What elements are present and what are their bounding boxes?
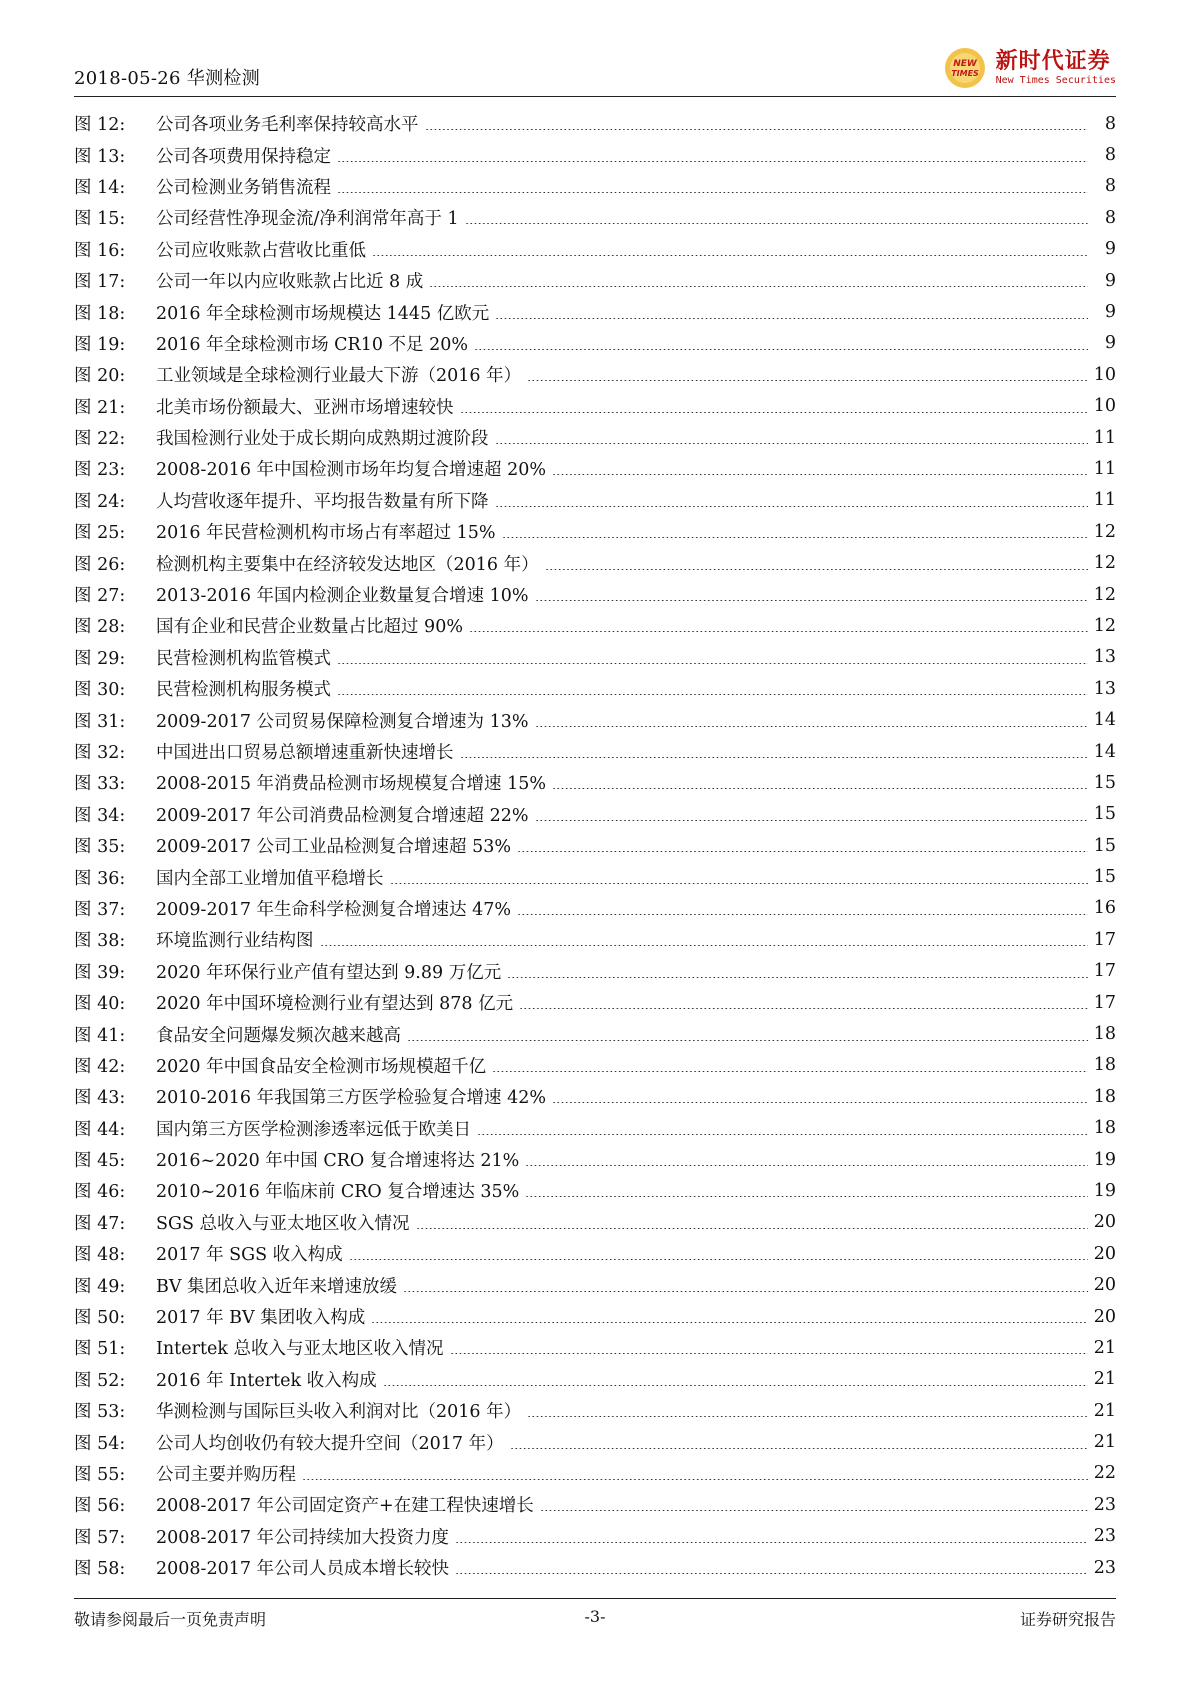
dot-leader bbox=[525, 1165, 1088, 1166]
figure-title: 2020 年环保行业产值有望达到 9.89 万亿元 bbox=[156, 962, 502, 983]
figure-number: 图 24: bbox=[74, 491, 126, 512]
figure-title: 公司一年以内应收账款占比近 8 成 bbox=[156, 272, 424, 293]
figure-number: 图 52: bbox=[74, 1370, 126, 1391]
dot-leader bbox=[535, 820, 1088, 821]
figure-number: 图 41: bbox=[74, 1025, 126, 1046]
figure-title: 华测检测与国际巨头收入利润对比（2016 年） bbox=[156, 1402, 522, 1423]
figure-title: 2016 年全球检测市场规模达 1445 亿欧元 bbox=[156, 303, 490, 324]
figure-number: 图 50: bbox=[74, 1308, 126, 1329]
figure-title: 公司检测业务销售流程 bbox=[156, 177, 331, 198]
new-times-logo bbox=[940, 44, 1116, 92]
figure-title: 国内第三方医学检测渗透率远低于欧美日 bbox=[156, 1119, 471, 1140]
figure-title: 2016 年全球检测市场 CR10 不足 20% bbox=[156, 334, 469, 355]
figure-title: 检测机构主要集中在经济较发达地区（2016 年） bbox=[156, 554, 539, 575]
figure-number: 图 17: bbox=[74, 272, 126, 293]
dot-leader bbox=[403, 1291, 1088, 1292]
svg-text:TIMES: TIMES bbox=[950, 69, 979, 78]
figure-title: 公司应收账款占营收比重低 bbox=[156, 240, 366, 261]
figure-number: 图 25: bbox=[74, 523, 126, 544]
toc-entry[interactable] bbox=[74, 547, 1116, 578]
dot-leader bbox=[337, 694, 1088, 695]
toc-entry[interactable] bbox=[74, 861, 1116, 892]
figure-number: 图 30: bbox=[74, 680, 126, 701]
figure-title: 公司经营性净现金流/净利润常年高于 1 bbox=[156, 209, 459, 230]
figure-title: 人均营收逐年提升、平均报告数量有所下降 bbox=[156, 491, 489, 512]
toc-entry[interactable] bbox=[74, 673, 1116, 704]
dot-leader bbox=[527, 1416, 1088, 1417]
toc-entry[interactable] bbox=[74, 642, 1116, 673]
figure-page-number: 20 bbox=[1093, 1243, 1116, 1264]
dot-leader bbox=[517, 914, 1088, 915]
dot-leader bbox=[474, 349, 1088, 350]
figure-title: 2008-2015 年消费品检测市场规模复合增速 15% bbox=[156, 774, 547, 795]
disclaimer-note: 敬请参阅最后一页免责声明 bbox=[74, 1610, 267, 1629]
figure-page-number: 23 bbox=[1093, 1494, 1116, 1515]
figure-number: 图 34: bbox=[74, 805, 126, 826]
dot-leader bbox=[517, 851, 1088, 852]
toc-entry[interactable] bbox=[74, 296, 1116, 327]
figure-number: 图 23: bbox=[74, 460, 126, 481]
figure-page-number: 18 bbox=[1093, 1055, 1116, 1076]
toc-entry[interactable] bbox=[74, 108, 1116, 139]
figure-page-number: 20 bbox=[1093, 1275, 1116, 1296]
figure-title: 食品安全问题爆发频次越来越高 bbox=[156, 1025, 401, 1046]
toc-entry[interactable] bbox=[74, 1175, 1116, 1206]
dot-leader bbox=[502, 537, 1088, 538]
dot-leader bbox=[477, 1134, 1088, 1135]
figure-number: 图 18: bbox=[74, 303, 126, 324]
figure-page-number: 21 bbox=[1093, 1369, 1116, 1390]
figure-title: 2008-2017 年公司固定资产+在建工程快速增长 bbox=[156, 1496, 534, 1517]
figure-page-number: 16 bbox=[1093, 898, 1116, 919]
figure-number: 图 51: bbox=[74, 1339, 126, 1360]
toc-entry[interactable] bbox=[74, 1458, 1116, 1489]
figure-page-number: 8 bbox=[1104, 176, 1116, 197]
figure-number: 图 53: bbox=[74, 1402, 126, 1423]
figure-page-number: 18 bbox=[1093, 1086, 1116, 1107]
toc-entry[interactable] bbox=[74, 234, 1116, 265]
figure-title: Intertek 总收入与亚太地区收入情况 bbox=[156, 1339, 444, 1360]
dot-leader bbox=[416, 1228, 1088, 1229]
figure-title: BV 集团总收入近年来增速放缓 bbox=[156, 1276, 398, 1297]
figure-page-number: 12 bbox=[1093, 615, 1116, 636]
toc-entry[interactable] bbox=[74, 1018, 1116, 1049]
dot-leader bbox=[337, 192, 1088, 193]
dot-leader bbox=[302, 1479, 1088, 1480]
figure-title: 民营检测机构监管模式 bbox=[156, 648, 331, 669]
figure-number: 图 56: bbox=[74, 1496, 126, 1517]
dot-leader bbox=[383, 1385, 1088, 1386]
dot-leader bbox=[469, 631, 1088, 632]
figure-number: 图 47: bbox=[74, 1213, 126, 1234]
toc-entry[interactable] bbox=[74, 893, 1116, 924]
report-date-company: 2018-05-26 华测检测 bbox=[74, 68, 261, 89]
toc-entry[interactable] bbox=[74, 1332, 1116, 1363]
toc-entry[interactable] bbox=[74, 485, 1116, 516]
figure-title: 2016~2020 年中国 CRO 复合增速将达 21% bbox=[156, 1151, 520, 1172]
figure-page-number: 10 bbox=[1093, 396, 1116, 417]
figure-page-number: 23 bbox=[1093, 1526, 1116, 1547]
dot-leader bbox=[492, 1071, 1088, 1072]
toc-entry[interactable] bbox=[74, 139, 1116, 170]
figure-title: 工业领域是全球检测行业最大下游（2016 年） bbox=[156, 366, 522, 387]
figure-number: 图 33: bbox=[74, 774, 126, 795]
figure-title: 2013-2016 年国内检测企业数量复合增速 10% bbox=[156, 586, 529, 607]
figure-number: 图 21: bbox=[74, 397, 126, 418]
toc-entry[interactable] bbox=[74, 736, 1116, 767]
dot-leader bbox=[460, 412, 1089, 413]
report-type: 证券研究报告 bbox=[1019, 1610, 1116, 1629]
dot-leader bbox=[507, 977, 1088, 978]
figure-page-number: 21 bbox=[1093, 1432, 1116, 1453]
figure-number: 图 38: bbox=[74, 931, 126, 952]
dot-leader bbox=[320, 945, 1089, 946]
page-header bbox=[74, 44, 1116, 97]
toc-entry[interactable] bbox=[74, 1269, 1116, 1300]
figure-title: 公司人均创收仍有较大提升空间（2017 年） bbox=[156, 1433, 504, 1454]
toc-entry[interactable] bbox=[74, 956, 1116, 987]
figure-page-number: 11 bbox=[1093, 490, 1116, 511]
dot-leader bbox=[495, 318, 1088, 319]
toc-entry[interactable] bbox=[74, 610, 1116, 641]
toc-entry[interactable] bbox=[74, 328, 1116, 359]
figure-number: 图 45: bbox=[74, 1151, 126, 1172]
figure-page-number: 9 bbox=[1104, 239, 1116, 260]
toc-entry[interactable] bbox=[74, 830, 1116, 861]
figure-page-number: 10 bbox=[1093, 364, 1116, 385]
toc-entry[interactable] bbox=[74, 171, 1116, 202]
figure-page-number: 21 bbox=[1093, 1400, 1116, 1421]
figure-title: 2020 年中国食品安全检测市场规模超千亿 bbox=[156, 1056, 487, 1077]
figure-page-number: 13 bbox=[1093, 678, 1116, 699]
toc-entry[interactable] bbox=[74, 1081, 1116, 1112]
toc-entry[interactable] bbox=[74, 1144, 1116, 1175]
dot-leader bbox=[372, 255, 1088, 256]
toc-entry[interactable] bbox=[74, 359, 1116, 390]
toc-entry[interactable] bbox=[74, 1521, 1116, 1552]
dot-leader bbox=[552, 474, 1088, 475]
toc-entry[interactable] bbox=[74, 1050, 1116, 1081]
toc-entry[interactable] bbox=[74, 799, 1116, 830]
toc-entry[interactable] bbox=[74, 1364, 1116, 1395]
dot-leader bbox=[510, 1448, 1088, 1449]
figure-page-number: 8 bbox=[1104, 207, 1116, 228]
figure-title: 2010~2016 年临床前 CRO 复合增速达 35% bbox=[156, 1182, 520, 1203]
dot-leader bbox=[460, 757, 1089, 758]
dot-leader bbox=[407, 1040, 1088, 1041]
figure-number: 图 15: bbox=[74, 209, 126, 230]
figure-number: 图 36: bbox=[74, 868, 126, 889]
figure-title: 国内全部工业增加值平稳增长 bbox=[156, 868, 384, 889]
figure-page-number: 22 bbox=[1093, 1463, 1116, 1484]
toc-entry[interactable] bbox=[74, 1301, 1116, 1332]
figure-number: 图 28: bbox=[74, 617, 126, 638]
figure-number: 图 31: bbox=[74, 711, 126, 732]
figure-title: 2008-2016 年中国检测市场年均复合增速超 20% bbox=[156, 460, 547, 481]
toc-entry[interactable] bbox=[74, 704, 1116, 735]
figure-page-number: 20 bbox=[1093, 1306, 1116, 1327]
dot-leader bbox=[535, 600, 1088, 601]
figure-title: SGS 总收入与亚太地区收入情况 bbox=[156, 1213, 410, 1234]
toc-entry[interactable] bbox=[74, 1113, 1116, 1144]
figure-page-number: 15 bbox=[1093, 867, 1116, 888]
dot-leader bbox=[519, 1008, 1088, 1009]
figure-title: 民营检测机构服务模式 bbox=[156, 680, 331, 701]
figure-title: 2009-2017 年生命科学检测复合增速达 47% bbox=[156, 899, 512, 920]
figure-title: 中国进出口贸易总额增速重新快速增长 bbox=[156, 743, 454, 763]
figure-number: 图 48: bbox=[74, 1245, 126, 1266]
figure-page-number: 12 bbox=[1093, 553, 1116, 574]
dot-leader bbox=[465, 223, 1088, 224]
toc-entry[interactable] bbox=[74, 1207, 1116, 1238]
toc-entry[interactable] bbox=[74, 1489, 1116, 1520]
dot-leader bbox=[545, 569, 1088, 570]
dot-leader bbox=[429, 286, 1088, 287]
figure-title: 2016 年 Intertek 收入构成 bbox=[156, 1370, 377, 1391]
figure-number: 图 54: bbox=[74, 1433, 126, 1454]
figure-page-number: 12 bbox=[1093, 521, 1116, 542]
dot-leader bbox=[390, 883, 1089, 884]
toc-entry[interactable] bbox=[74, 1426, 1116, 1457]
figure-number: 图 57: bbox=[74, 1527, 126, 1548]
figure-title: 公司各项业务毛利率保持较高水平 bbox=[156, 115, 419, 136]
dot-leader bbox=[527, 380, 1088, 381]
figure-number: 图 12: bbox=[74, 115, 126, 136]
figure-number: 图 42: bbox=[74, 1056, 126, 1077]
toc-entry[interactable] bbox=[74, 265, 1116, 296]
figure-title: 公司主要并购历程 bbox=[156, 1464, 296, 1485]
figure-page-number: 17 bbox=[1093, 961, 1116, 982]
figure-number: 图 37: bbox=[74, 899, 126, 920]
dot-leader bbox=[535, 726, 1088, 727]
logo-chinese-name: 新时代证券 bbox=[995, 48, 1111, 74]
figure-page-number: 13 bbox=[1093, 647, 1116, 668]
figure-page-number: 12 bbox=[1093, 584, 1116, 605]
figure-number: 图 27: bbox=[74, 586, 126, 607]
figure-title: 2010-2016 年我国第三方医学检验复合增速 42% bbox=[156, 1088, 547, 1109]
toc-entry[interactable] bbox=[74, 453, 1116, 484]
dot-leader bbox=[349, 1259, 1088, 1260]
toc-entry[interactable] bbox=[74, 924, 1116, 955]
figure-number: 图 43: bbox=[74, 1088, 126, 1109]
figure-number: 图 14: bbox=[74, 177, 126, 198]
figure-page-number: 17 bbox=[1093, 929, 1116, 950]
figure-number: 图 55: bbox=[74, 1464, 126, 1485]
figure-number: 图 58: bbox=[74, 1559, 126, 1580]
figure-number: 图 26: bbox=[74, 554, 126, 575]
toc-entry[interactable] bbox=[74, 1395, 1116, 1426]
figure-page-number: 19 bbox=[1093, 1149, 1116, 1170]
figure-list bbox=[74, 108, 1116, 1583]
toc-entry[interactable] bbox=[74, 579, 1116, 610]
figure-page-number: 18 bbox=[1093, 1118, 1116, 1139]
figure-page-number: 15 bbox=[1093, 804, 1116, 825]
figure-page-number: 19 bbox=[1093, 1180, 1116, 1201]
figure-page-number: 8 bbox=[1104, 113, 1116, 134]
figure-page-number: 15 bbox=[1093, 835, 1116, 856]
dot-leader bbox=[552, 1102, 1088, 1103]
figure-title: 2009-2017 公司工业品检测复合增速超 53% bbox=[156, 837, 512, 858]
dot-leader bbox=[371, 1322, 1088, 1323]
figure-title: 2009-2017 年公司消费品检测复合增速超 22% bbox=[156, 805, 529, 826]
toc-entry[interactable] bbox=[74, 422, 1116, 453]
figure-title: 2017 年 BV 集团收入构成 bbox=[156, 1308, 366, 1329]
figure-number: 图 22: bbox=[74, 429, 126, 450]
figure-number: 图 32: bbox=[74, 743, 126, 763]
figure-page-number: 14 bbox=[1093, 710, 1116, 731]
toc-entry[interactable] bbox=[74, 202, 1116, 233]
figure-page-number: 20 bbox=[1093, 1212, 1116, 1233]
figure-page-number: 23 bbox=[1093, 1557, 1116, 1578]
figure-number: 图 40: bbox=[74, 994, 126, 1015]
figure-page-number: 9 bbox=[1104, 333, 1116, 354]
figure-number: 图 16: bbox=[74, 240, 126, 261]
figure-page-number: 18 bbox=[1093, 1024, 1116, 1045]
figure-page-number: 15 bbox=[1093, 772, 1116, 793]
toc-entry[interactable] bbox=[74, 516, 1116, 547]
figure-page-number: 11 bbox=[1093, 427, 1116, 448]
toc-entry[interactable] bbox=[74, 767, 1116, 798]
dot-leader bbox=[525, 1196, 1088, 1197]
figure-number: 图 29: bbox=[74, 648, 126, 669]
figure-title: 2008-2017 年公司持续加大投资力度 bbox=[156, 1527, 450, 1548]
figure-title: 2016 年民营检测机构市场占有率超过 15% bbox=[156, 523, 496, 544]
figure-title: 2017 年 SGS 收入构成 bbox=[156, 1245, 343, 1266]
figure-page-number: 14 bbox=[1093, 741, 1116, 762]
dot-leader bbox=[495, 506, 1089, 507]
figure-number: 图 46: bbox=[74, 1182, 126, 1203]
dot-leader bbox=[455, 1573, 1088, 1574]
page-number: -3- bbox=[584, 1607, 606, 1626]
figure-page-number: 21 bbox=[1093, 1337, 1116, 1358]
toc-entry[interactable] bbox=[74, 391, 1116, 422]
dot-leader bbox=[450, 1353, 1089, 1354]
toc-entry[interactable] bbox=[74, 987, 1116, 1018]
dot-leader bbox=[337, 161, 1088, 162]
figure-title: 公司各项费用保持稳定 bbox=[156, 146, 331, 167]
dot-leader bbox=[552, 788, 1088, 789]
dot-leader bbox=[425, 129, 1089, 130]
new-times-logo-icon bbox=[940, 46, 990, 90]
figure-title: 北美市场份额最大、亚洲市场增速较快 bbox=[156, 397, 454, 418]
toc-entry[interactable] bbox=[74, 1552, 1116, 1583]
figure-number: 图 49: bbox=[74, 1276, 126, 1297]
figure-number: 图 13: bbox=[74, 146, 126, 167]
figure-number: 图 44: bbox=[74, 1119, 126, 1140]
figure-page-number: 8 bbox=[1104, 145, 1116, 166]
figure-page-number: 9 bbox=[1104, 270, 1116, 291]
figure-number: 图 35: bbox=[74, 837, 126, 858]
dot-leader bbox=[455, 1542, 1088, 1543]
figure-title: 国有企业和民营企业数量占比超过 90% bbox=[156, 617, 463, 638]
figure-title: 2020 年中国环境检测行业有望达到 878 亿元 bbox=[156, 994, 514, 1015]
figure-page-number: 17 bbox=[1093, 992, 1116, 1013]
figure-number: 图 19: bbox=[74, 334, 126, 355]
dot-leader bbox=[540, 1510, 1088, 1511]
figure-title: 我国检测行业处于成长期向成熟期过渡阶段 bbox=[156, 429, 489, 450]
figure-title: 2008-2017 年公司人员成本增长较快 bbox=[156, 1559, 450, 1580]
figure-number: 图 39: bbox=[74, 962, 126, 983]
figure-title: 环境监测行业结构图 bbox=[156, 931, 314, 952]
figure-page-number: 9 bbox=[1104, 302, 1116, 323]
svg-text:NEW: NEW bbox=[952, 59, 977, 69]
toc-entry[interactable] bbox=[74, 1238, 1116, 1269]
figure-page-number: 11 bbox=[1093, 458, 1116, 479]
logo-english-name: New Times Securities bbox=[995, 75, 1116, 86]
figure-number: 图 20: bbox=[74, 366, 126, 387]
page-footer bbox=[74, 1598, 1116, 1629]
dot-leader bbox=[337, 663, 1088, 664]
figure-title: 2009-2017 公司贸易保障检测复合增速为 13% bbox=[156, 711, 529, 732]
dot-leader bbox=[495, 443, 1089, 444]
